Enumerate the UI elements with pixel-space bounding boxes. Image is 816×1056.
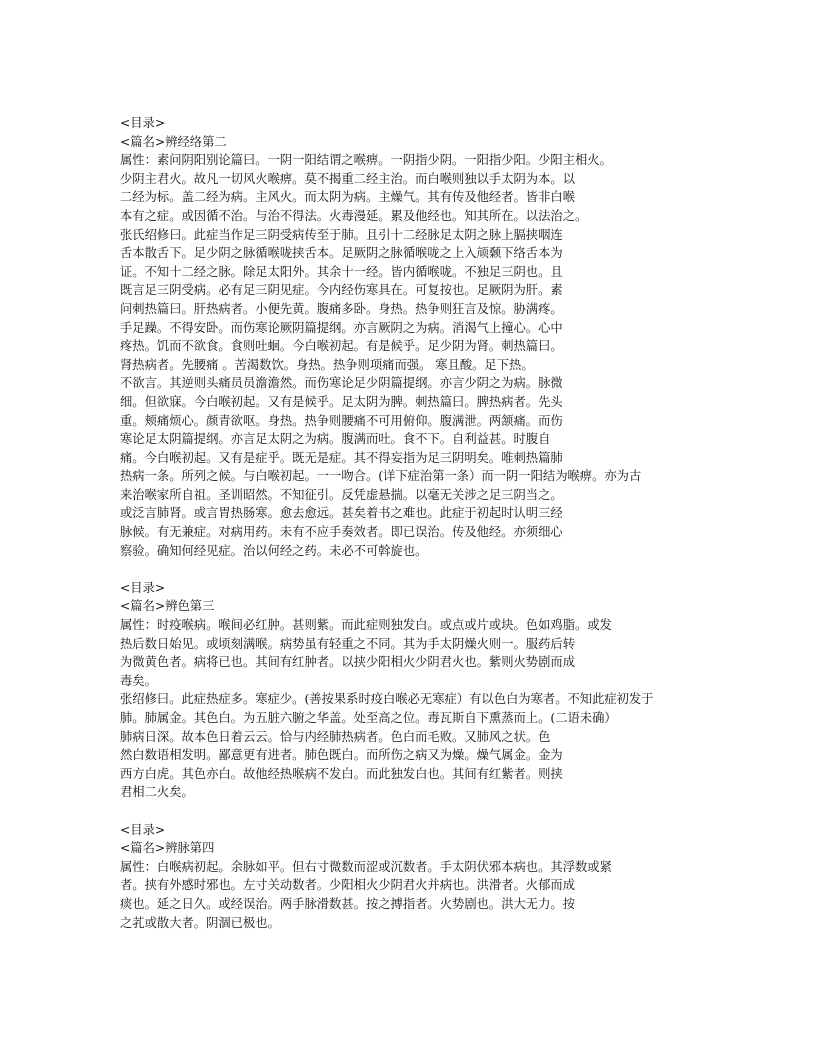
text-line: 寒论足太阴篇提纲。亦言足太阴之为病。腹满而吐。食不下。自利益甚。时腹自 (120, 432, 551, 447)
text-line: 属性：时疫喉病。喉间必红肿。甚则紫。而此症则独发白。或点或片或块。色如鸡脂。或发 (120, 618, 612, 633)
text-line: 张氏绍修曰。此症当作足三阴受病传至于肺。且引十二经脉足太阴之脉上膈挟咽连 (120, 227, 563, 242)
text-line: 疼热。饥而不欲食。食则吐蛔。今白喉初起。有是候乎。足少阴为肾。刺热篇曰。 (120, 339, 563, 354)
text-line: 西方白虎。其色亦白。故他经热喉病不发白。而此独发白也。其间有红紫者。则挟 (120, 766, 563, 781)
toc-label: <目录> (120, 116, 166, 130)
chapter-title: <篇名>辨脉第四 (120, 841, 215, 856)
text-line: 二经为标。盖二经为病。主风火。而太阴为病。主燥气。其有传及他经者。皆非白喉 (120, 190, 575, 205)
document-page (120, 114, 700, 951)
text-line: 之芤或散大者。阴涸已极也。 (120, 915, 280, 930)
text-line: 察验。确知何经见症。治以何经之药。未必不可斡旋也。 (120, 543, 428, 558)
chapter-title: <篇名>辨经络第二 (120, 134, 227, 149)
text-line: 细。但欲寐。今白喉初起。又有是候乎。足太阴为脾。刺热篇曰。脾热病者。先头 (120, 394, 563, 409)
text-line: 少阴主君火。故凡一切风火喉痹。莫不揭重二经主治。而白喉则独以手太阴为本。以 (120, 171, 575, 186)
text-line: 肺病日深。故本色日着云云。恰与内经肺热病者。色白而毛败。又肺风之状。色 (120, 729, 551, 744)
chapter-title: <篇名>辨色第三 (120, 599, 215, 614)
text-line: 证。不知十二经之脉。除足太阳外。其余十一经。皆内循喉咙。不独足三阴也。且 (120, 264, 563, 279)
text-line: 君相二火矣。 (120, 785, 194, 800)
text-line: 肺。肺属金。其色白。为五脏六腑之华盖。处至高之位。毒瓦斯自下熏蒸而上。(二语未确） (120, 711, 617, 725)
text-line: 不欲言。其逆则头痛员员澹澹然。而伤寒论足少阴篇提纲。亦言少阴之为病。脉微 (120, 376, 563, 391)
text-line: 热病一条。所列之候。与白喉初起。一一吻合。(详下症治第一条）而一阴一阳结为喉痹。亦为古 (120, 469, 642, 484)
toc-label: <目录> (120, 822, 166, 837)
text-line: 本有之症。或因循不治。与治不得法。火毒漫延。累及他经也。知其所在。以法治之。 (120, 208, 588, 223)
text-line: 为微黄色者。病将已也。其间有红肿者。以挟少阳相火少阴君火也。紫则火势剧而成 (120, 655, 575, 670)
text-line: 痰也。延之日久。或经误治。两手脉滑数甚。按之搏指者。火势剧也。洪大无力。按 (120, 896, 575, 911)
section-bian-mai (120, 821, 700, 933)
text-line: 属性：素问阴阳别论篇曰。一阴一阳结谓之喉痹。一阴指少阴。一阳指少阳。少阳主相火。 (120, 153, 612, 168)
text-line: 舌本散舌下。足少阴之脉循喉咙挟舌本。足厥阴之脉循喉咙之上入颃颡下络舌本为 (120, 246, 563, 261)
text-line: 重。颊痛烦心。颜青欲呕。身热。热争则腰痛不可用俯仰。腹满泄。两颔痛。而伤 (120, 413, 563, 428)
text-line: 问刺热篇曰。肝热病者。小便先黄。腹痛多卧。身热。热争则狂言及惊。胁满疼。 (120, 301, 563, 316)
text-line: 张绍修曰。此症热症多。寒症少。(善按果系时疫白喉必无寒症）有以色白为寒者。不知此症初发于 (120, 692, 654, 707)
text-line: 脉候。有无兼症。对病用药。未有不应手奏效者。即已误治。传及他经。亦须细心 (120, 525, 563, 540)
text-line: 肾热病者。先腰痛 。苦渴数饮。身热。热争则项痛而强。 寒且酸。足下热。 (120, 357, 534, 372)
text-line: 者。挟有外感时邪也。左寸关动数者。少阳相火少阴君火并病也。洪滑者。火郁而成 (120, 878, 575, 893)
text-line: 毒矣。 (120, 673, 157, 688)
text-line: 或泛言肺肾。或言胃热肠寒。愈去愈远。甚矣着书之难也。此症于初起时认明三经 (120, 506, 563, 521)
toc-label: <目录> (120, 580, 166, 595)
section-bian-se (120, 579, 700, 802)
text-line: 痛。今白喉初起。又有是症乎。既无是症。其不得妄指为足三阴明矣。唯刺热篇肺 (120, 450, 563, 465)
text-line: 手足躁。不得安卧。而伤寒论厥阴篇提纲。亦言厥阴之为病。消渴气上撞心。心中 (120, 320, 563, 335)
text-line: 然白数语相发明。鄙意更有进者。肺色既白。而所伤之病又为燥。燥气属金。金为 (120, 748, 563, 763)
text-line: 来治喉家所自祖。圣训昭然。不知征引。反凭虚悬揣。以毫无关涉之足三阴当之。 (120, 487, 563, 502)
text-line: 属性：白喉病初起。余脉如平。但右寸微数而涩或沉数者。手太阴伏邪本病也。其浮数或紧 (120, 859, 612, 874)
section-bian-jingluo (120, 114, 700, 560)
text-line: 既言足三阴受病。必有足三阴见症。今内经伤寒具在。可复按也。足厥阴为肝。素 (120, 283, 563, 298)
text-line: 热后数日始见。或顷刻满喉。病势虽有轻重之不同。其为手太阴燥火则一。服药后转 (120, 636, 575, 651)
